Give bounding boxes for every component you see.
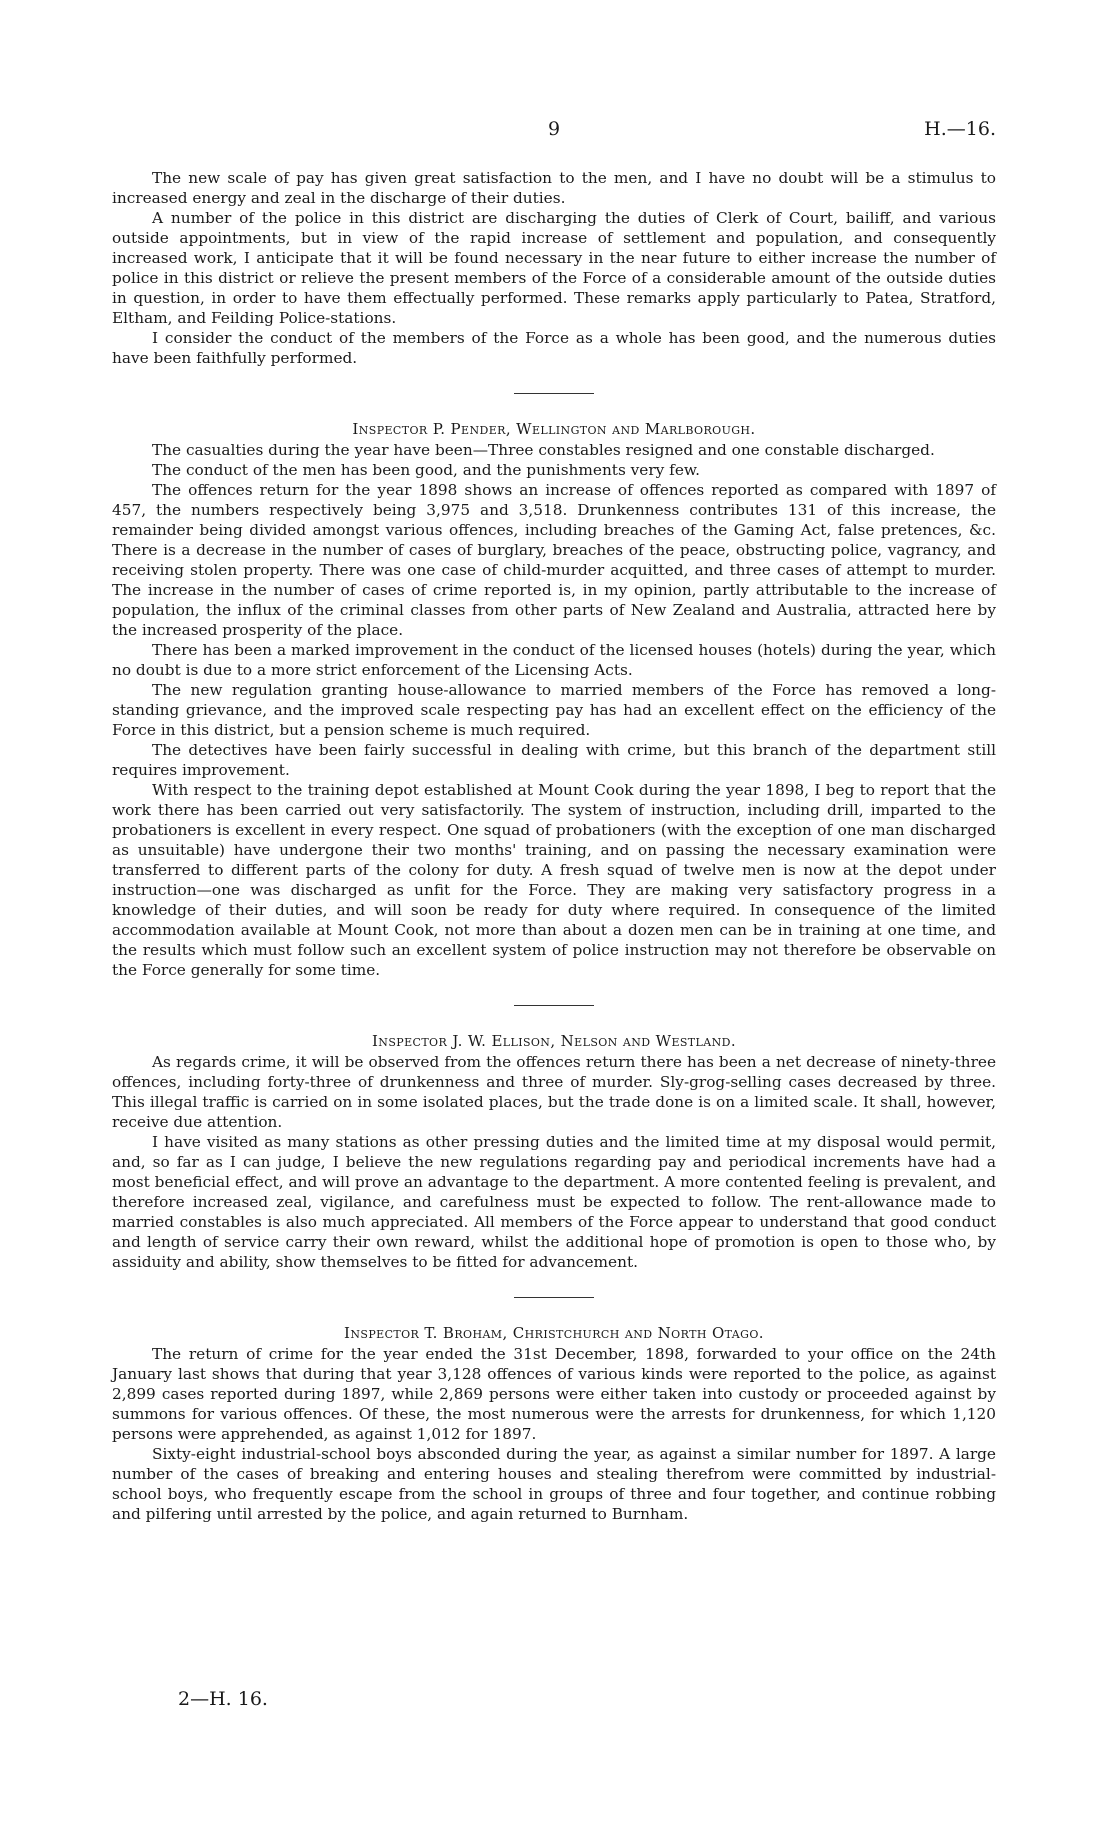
sheet-signature: 2—H. 16.	[178, 1688, 268, 1710]
paragraph: The casualties during the year have been—Three constables resigned and one constable discharged.	[152, 441, 935, 459]
page-header	[112, 118, 996, 148]
paragraph: As regards crime, it will be observed from the offences return there has been a net decrease of ninety-three offences, including forty-three of drunkenness and three of murder. Sly-grog-selling cases decreased by three. This illegal traffic is carried on in some isolated places, but the trade done is on a limited scale. It shall, however, receive due attention.	[112, 1053, 996, 1131]
paragraph: Sixty-eight industrial-school boys absconded during the year, as against a similar number for 1897. A large number of the cases of breaking and entering houses and stealing therefrom were committed by industrial-school boys, who frequently escape from the school in groups of three and four together, and continue robbing and pilfering until arrested by the police, and again returned to Burnham.	[112, 1445, 996, 1523]
page-number: 9	[547, 118, 561, 140]
intro-block	[112, 168, 996, 368]
paragraph: The offences return for the year 1898 shows an increase of offences reported as compared with 1897 of 457, the numbers respectively being 3,975 and 3,518. Drunkenness contributes 131 of this increase, the remainder being divided amongst various offences, including breaches of the Gaming Act, false pretences, &c. There is a decrease in the number of cases of burglary, breaches of the peace, obstructing police, vagrancy, and receiving stolen property. There was one case of child-murder acquitted, and three cases of attempt to murder. The increase in the number of cases of crime reported is, in my opinion, partly attributable to the increase of population, the influx of the criminal classes from other parts of New Zealand and Australia, attracted here by the increased prosperity of the place.	[112, 481, 996, 639]
paragraph: A number of the police in this district are discharging the duties of Clerk of Court, bailiff, and various outside appointments, but in view of the rapid increase of settlement and population, and consequently increased work, I anticipate that it will be found necessary in the near future to either increase the number of police in this district or relieve the present members of the Force of a considerable amount of the outside duties in question, in order to have them effectually performed. These remarks apply particularly to Patea, Stratford, Eltham, and Feilding Police-stations.	[112, 209, 996, 327]
document-reference: H.—16.	[924, 118, 996, 140]
section-heading: Inspector P. Pender, Wellington and Marlborough.	[352, 420, 756, 438]
paragraph: The return of crime for the year ended the 31st December, 1898, forwarded to your office on the 24th January last shows that during that year 3,128 offences of various kinds were reported to the police, as against 2,899 cases reported during 1897, while 2,869 persons were either taken into custody or proceeded against by summons for various offences. Of these, the most numerous were the arrests for drunkenness, for which 1,120 persons were apprehended, as against 1,012 for 1897.	[112, 1345, 996, 1443]
paragraph: The conduct of the men has been good, and the punishments very few.	[152, 461, 701, 479]
section-broham	[112, 1322, 996, 1524]
section-divider	[112, 1272, 996, 1322]
section-pender	[112, 418, 996, 980]
section-heading: Inspector T. Broham, Christchurch and North Otago.	[344, 1324, 764, 1342]
paragraph: I consider the conduct of the members of the Force as a whole has been good, and the numerous duties have been faithfully performed.	[112, 329, 996, 367]
section-divider	[112, 368, 996, 418]
paragraph: The new scale of pay has given great satisfaction to the men, and I have no doubt will be a stimulus to increased energy and zeal in the discharge of their duties.	[112, 169, 996, 207]
section-ellison	[112, 1030, 996, 1272]
paragraph: With respect to the training depot established at Mount Cook during the year 1898, I beg to report that the work there has been carried out very satisfactorily. The system of instruction, including drill, imparted to the probationers is excellent in every respect. One squad of probationers (with the exception of one man discharged as unsuitable) have undergone their two months' training, and on passing the necessary examination were transferred to different parts of the colony for duty. A fresh squad of twelve men is now at the depot under instruction—one was discharged as unfit for the Force. They are making very satisfactory progress in a knowledge of their duties, and will soon be ready for duty where required. In consequence of the limited accommodation available at Mount Cook, not more than about a dozen men can be in training at one time, and the results which must follow such an excellent system of police instruction may not therefore be observable on the Force generally for some time.	[112, 781, 996, 979]
report-body	[112, 168, 996, 1524]
paragraph: The new regulation granting house-allowance to married members of the Force has removed a long-standing grievance, and the improved scale respecting pay has had an excellent effect on the efficiency of the Force in this district, but a pension scheme is much required.	[112, 681, 996, 739]
section-divider	[112, 980, 996, 1030]
section-heading: Inspector J. W. Ellison, Nelson and Westland.	[371, 1032, 737, 1050]
paragraph: The detectives have been fairly successful in dealing with crime, but this branch of the department still requires improvement.	[112, 741, 996, 779]
paragraph: I have visited as many stations as other pressing duties and the limited time at my disposal would permit, and, so far as I can judge, I believe the new regulations regarding pay and periodical increments have had a most beneficial effect, and will prove an advantage to the department. A more contented feeling is prevalent, and therefore increased zeal, vigilance, and carefulness must be expected to follow. The rent-allowance made to married constables is also much appreciated. All members of the Force appear to understand that good conduct and length of service carry their own reward, whilst the additional hope of promotion is open to those who, by assiduity and ability, show themselves to be fitted for advancement.	[112, 1133, 996, 1271]
paragraph: There has been a marked improvement in the conduct of the licensed houses (hotels) during the year, which no doubt is due to a more strict enforcement of the Licensing Acts.	[112, 641, 996, 679]
